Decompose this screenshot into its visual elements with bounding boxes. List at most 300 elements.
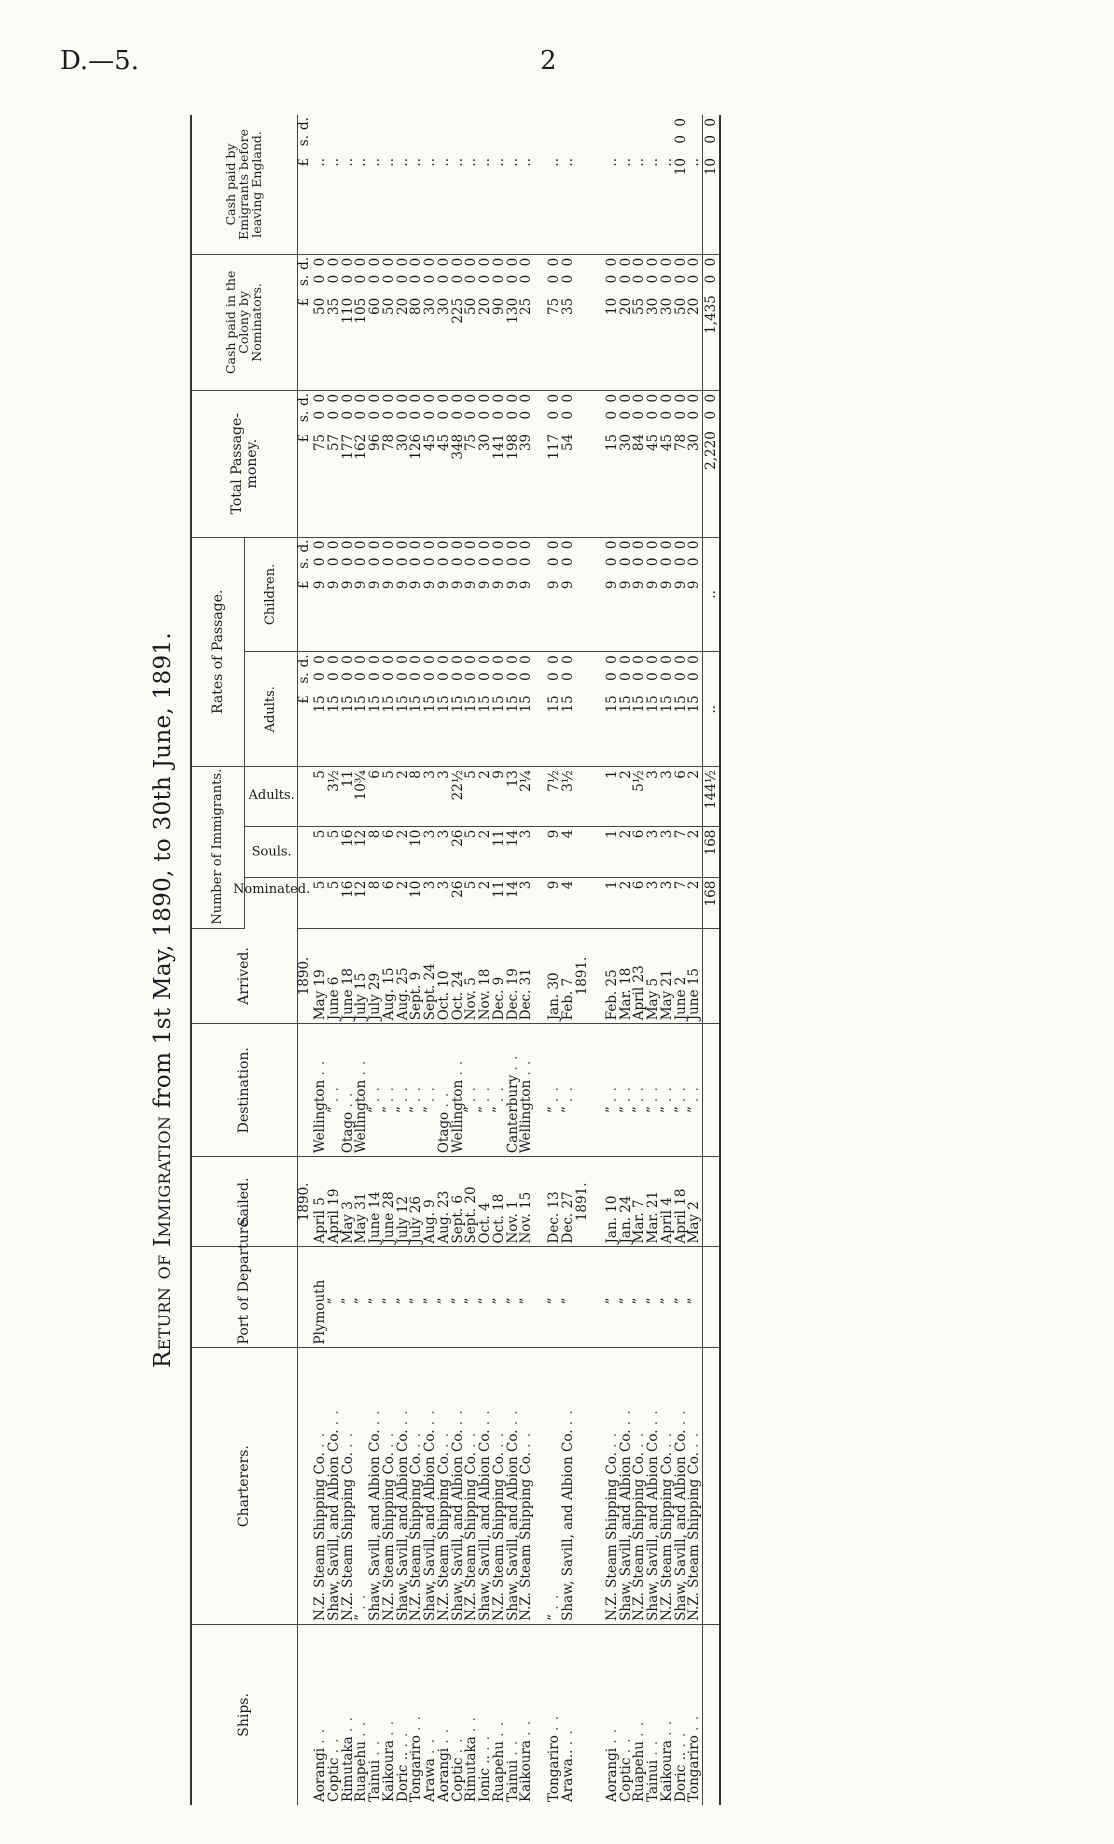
nominated-count: 12 (353, 880, 370, 898)
money-pounds: .. (339, 158, 356, 167)
sailed-date: Sept. 6 (449, 1195, 466, 1244)
souls-count: 5 (325, 829, 342, 839)
money-pence: 0 (546, 257, 563, 267)
money-pence: 0 (672, 393, 689, 403)
nominated-count: 10 (408, 880, 425, 898)
money-shillings: 0 (658, 672, 675, 681)
total-colony (703, 254, 720, 390)
sailed-date: May 3 (339, 1201, 356, 1244)
ship-name: Tainui (367, 1759, 384, 1802)
money-shillings: 0 (408, 557, 425, 567)
nominated-count: 9 (546, 880, 563, 890)
sailed-date: Oct. 18 (490, 1193, 507, 1244)
adults-count: 3½ (325, 770, 342, 792)
ship-name: Aorangi (312, 1747, 328, 1802)
charterer-name: Shaw, Savill, and Albion Co. (672, 1429, 689, 1621)
arrived-date: Nov. 18 (477, 968, 494, 1021)
money-shillings: 0 (645, 274, 662, 284)
england-cell (688, 115, 702, 254)
leader-dots: . . (490, 1720, 507, 1737)
money-pence: 0 (631, 393, 648, 403)
charterer-name: Shaw, Savill, and Albion Co. (477, 1429, 494, 1621)
money-pence: 0 (703, 393, 720, 403)
money-shillings: 0 (339, 672, 356, 681)
adults-count: 13 (504, 770, 521, 788)
money-pence: 0 (658, 257, 675, 267)
col-header-colony: Cash paid in the Colony by Nominators. (191, 254, 298, 390)
charterer-name: N.Z. Steam Shipping Co. (408, 1452, 425, 1621)
spacer-cell (576, 1024, 592, 1157)
ship-name: Tongariro (546, 1735, 563, 1802)
nominated-count: 2 (477, 880, 494, 890)
money-shillings: 0 (518, 672, 535, 681)
money-shillings: 0 (394, 274, 411, 284)
leader-dots: . . (449, 1737, 466, 1754)
col-header-rate-children: Children. (245, 537, 298, 652)
money-pounds: 15 (518, 695, 535, 713)
money-pounds: 198 (504, 433, 521, 460)
money-pence: 0 (312, 257, 328, 267)
adults-count: 11 (339, 770, 356, 788)
total-passage-money (703, 390, 720, 537)
col-header-sailed: Sailed. (191, 1157, 298, 1247)
souls-count: 6 (631, 829, 648, 839)
charterer-name: N.Z. Steam Shipping Co. (435, 1452, 452, 1621)
money-pence: 0 (394, 257, 411, 267)
adults-count: 2 (686, 770, 703, 779)
sailed-cell (520, 1157, 534, 1247)
money-shillings: 0 (380, 672, 397, 681)
ship-name: Doric .. (672, 1751, 689, 1802)
leader-dots: . . (490, 1431, 507, 1448)
souls-count: 6 (380, 829, 397, 839)
arrived-date: Aug. 15 (380, 967, 397, 1021)
destination-name: ” (394, 1106, 411, 1114)
leader-dots: . . (408, 1431, 425, 1448)
unit-shillings: s. (296, 557, 312, 569)
money-pounds: .. (560, 158, 577, 167)
money-pence: 0 (672, 257, 689, 267)
money-shillings: 0 (353, 410, 370, 420)
england-cell (490, 115, 507, 254)
money-pounds: 9 (617, 580, 634, 590)
money-pounds: 20 (394, 297, 411, 315)
rate-children-cell (369, 537, 383, 652)
spacer-cell (703, 1348, 720, 1624)
adults-count: 2¼ (518, 770, 535, 792)
money-pounds: 10 (603, 297, 620, 315)
money-pounds: 45 (658, 433, 675, 452)
arrived-date: May 5 (645, 977, 662, 1021)
money-pounds: 15 (686, 695, 703, 713)
leader-dots: . . (518, 1719, 535, 1736)
souls-count: 3 (645, 829, 662, 839)
nominated-count: 3 (518, 880, 535, 890)
leader-dots: . . (504, 1409, 521, 1426)
leader-dots: . . (477, 1734, 494, 1751)
money-pence: 0 (686, 655, 703, 664)
nominated-count: 8 (367, 880, 384, 890)
col-header-port: Port of Departure. (191, 1247, 298, 1348)
port-name: ” (380, 1297, 397, 1305)
money-pounds: .. (617, 158, 634, 167)
money-pounds: 30 (645, 297, 662, 315)
destination-name: ” (490, 1106, 507, 1114)
money-pence: 0 (504, 393, 521, 403)
destination-name: ” (463, 1106, 480, 1114)
money-pounds: .. (463, 158, 480, 167)
total-adults (703, 767, 720, 827)
money-pounds: 78 (380, 433, 397, 452)
money-pence: 0 (325, 393, 342, 403)
port-name: ” (353, 1297, 370, 1305)
money-pounds: 45 (435, 433, 452, 452)
ship-name: Tainui (645, 1759, 662, 1802)
money-shillings: 0 (353, 672, 370, 681)
charterer-name: N.Z. Steam Shipping Co. (658, 1452, 675, 1621)
leader-dots: . . (477, 1086, 494, 1102)
adults-count: 6 (367, 770, 384, 779)
adults-count: 1 (603, 770, 620, 779)
money-pounds: 50 (380, 297, 397, 315)
money-pence: 0 (367, 655, 384, 664)
total-rate-adults (703, 652, 720, 767)
money-pounds: .. (367, 158, 384, 167)
money-pence: 0 (504, 655, 521, 664)
leader-dots: . . (645, 1086, 662, 1102)
money-pounds: 9 (449, 580, 466, 590)
arrived-date: Nov. 5 (463, 977, 480, 1021)
total-cell (520, 390, 534, 537)
money-shillings: 0 (672, 274, 689, 284)
ship-name: Aorangi (603, 1747, 620, 1802)
money-shillings: 0 (631, 557, 648, 567)
charterer-name: Shaw, Savill, and Albion Co. (617, 1429, 634, 1621)
leader-dots: . . (435, 1431, 452, 1448)
souls-cell (520, 826, 534, 877)
money-pounds: 90 (490, 297, 507, 315)
adults-count: 3½ (560, 770, 577, 792)
money-pounds: 9 (645, 580, 662, 590)
money-pence: 0 (617, 257, 634, 267)
adults-count: 5 (312, 770, 328, 779)
money-pounds: 30 (686, 433, 703, 452)
adults-count: 2 (477, 770, 494, 779)
leader-dots: . . (631, 1086, 648, 1102)
money-pounds: 50 (312, 297, 328, 315)
col-header-destination: Destination. (191, 1024, 298, 1157)
money-shillings: 0 (703, 135, 720, 144)
money-shillings: 0 (394, 672, 411, 681)
money-shillings: 0 (477, 274, 494, 284)
money-pounds: 75 (463, 433, 480, 452)
leader-dots: . . (686, 1431, 703, 1448)
money-shillings: 0 (463, 410, 480, 420)
money-shillings: 0 (408, 672, 425, 681)
destination-name: Wellington (518, 1079, 535, 1154)
money-pence: 0 (560, 655, 577, 664)
sailed-date: April 4 (658, 1197, 675, 1244)
england-cell (435, 115, 452, 254)
leader-dots: . . (631, 1431, 648, 1448)
port-name: ” (422, 1297, 439, 1305)
money-pounds: 130 (504, 297, 521, 324)
money-shillings: 0 (560, 557, 577, 567)
money-shillings: 0 (408, 410, 425, 420)
nominated-count: 2 (394, 880, 411, 890)
spacer-cell (573, 1157, 592, 1247)
spacer-cell (703, 1024, 720, 1157)
money-pence: 0 (422, 393, 439, 403)
port-name: ” (603, 1297, 620, 1305)
destination-name: ” (631, 1106, 648, 1114)
money-pounds: 141 (490, 433, 507, 460)
arrived-date: June 15 (686, 968, 703, 1021)
money-pence: 0 (380, 655, 397, 664)
port-name: ” (435, 1297, 452, 1305)
money-pounds: .. (435, 158, 452, 167)
ship-name: Ionic .. (477, 1755, 494, 1802)
money-pounds: .. (518, 158, 535, 167)
money-pounds: 15 (617, 695, 634, 713)
spacer-cell (534, 115, 548, 254)
money-shillings: 0 (367, 672, 384, 681)
charterer-name: Shaw, Savill, and Albion Co. (422, 1429, 439, 1621)
money-pence: 0 (339, 655, 356, 664)
leader-dots: . . (353, 1593, 370, 1610)
leader-dots: . . (435, 1727, 452, 1744)
rate-adults-cell (562, 652, 576, 767)
nominated-count: 5 (312, 880, 328, 890)
money-pounds: 2,220 (703, 431, 720, 470)
money-pounds: .. (394, 158, 411, 167)
nominated-count: 3 (435, 880, 452, 890)
england-cell (449, 115, 466, 254)
money-pence: 0 (546, 540, 563, 550)
money-pounds: 15 (504, 695, 521, 713)
england-cell (339, 115, 356, 254)
colony-cell (520, 254, 534, 390)
rate-children-cell (394, 537, 411, 652)
money-pounds: .. (546, 158, 563, 167)
money-shillings: 0 (490, 672, 507, 681)
money-pounds: 9 (477, 580, 494, 590)
rate-children-cell (520, 537, 534, 652)
souls-count: 3 (518, 829, 535, 839)
money-pounds: 30 (394, 433, 411, 452)
money-shillings: 0 (435, 410, 452, 420)
money-pence: 0 (353, 393, 370, 403)
money-pence: 0 (560, 393, 577, 403)
money-pence: 0 (339, 393, 356, 403)
adults-cell (562, 767, 576, 827)
adults-count: 5½ (631, 770, 648, 792)
money-pence: 0 (631, 540, 648, 550)
leader-dots: . . (631, 1720, 648, 1737)
money-pounds: 15 (325, 695, 342, 713)
sailed-date: Mar. 21 (645, 1190, 662, 1244)
charterer-name: Shaw, Savill, and Albion Co. (504, 1429, 521, 1621)
money-pence: 0 (518, 655, 535, 664)
leader-dots: . . (367, 1086, 384, 1102)
destination-name: ” (658, 1106, 675, 1114)
spacer-cell (592, 537, 606, 652)
money-pence: 0 (546, 655, 563, 664)
money-pence: 0 (617, 393, 634, 403)
money-shillings: 0 (490, 410, 507, 420)
sailed-date: Nov. 1 (504, 1200, 521, 1244)
unit-shillings: s. (296, 410, 312, 423)
rate-children-cell (617, 537, 634, 652)
adults-count: 2 (617, 770, 634, 779)
port-name: ” (367, 1297, 384, 1305)
ship-name: Kaikoura (518, 1740, 535, 1802)
money-shillings: 0 (645, 672, 662, 681)
spacer-cell (703, 928, 720, 1024)
money-shillings: 0 (645, 557, 662, 567)
money-pounds: 15 (658, 695, 675, 713)
money-pence: 0 (394, 655, 411, 664)
leader-dots: . . (380, 1719, 397, 1736)
charterer-name: ” (353, 1613, 370, 1621)
arrived-date: Aug. 25 (394, 967, 411, 1021)
money-pounds: 9 (463, 580, 480, 590)
england-cell (355, 115, 369, 254)
money-shillings: 0 (603, 672, 620, 681)
money-shillings: 0 (325, 410, 342, 420)
money-pounds: 117 (546, 433, 563, 460)
ship-name: Tainui (504, 1759, 521, 1802)
nominated-count: 26 (449, 880, 466, 898)
money-pounds: .. (477, 158, 494, 167)
money-pounds: .. (408, 158, 425, 167)
port-name: ” (518, 1297, 535, 1305)
rate-adults-cell (520, 652, 534, 767)
souls-count: 2 (477, 829, 494, 839)
money-pounds: .. (504, 158, 521, 167)
spacer-cell (576, 652, 592, 767)
port-cell (688, 1247, 702, 1348)
caption-return: Return of Immigration (150, 1115, 176, 1368)
nominated-cell (688, 877, 702, 928)
money-pence: 0 (603, 393, 620, 403)
money-pounds: .. (325, 158, 342, 167)
sailed-date: Dec. 27 (560, 1191, 577, 1244)
money-pounds: .. (490, 158, 507, 167)
total-cell (688, 390, 702, 537)
port-name: ” (490, 1297, 507, 1305)
money-shillings: 0 (504, 672, 521, 681)
col-header-england: Cash paid by Emigrants before leaving England. (191, 115, 298, 254)
spacer-cell (576, 1348, 592, 1624)
charterer-name: Shaw, Savill, and Albion Co. (449, 1429, 466, 1621)
money-pence: 0 (380, 257, 397, 267)
money-pounds: 50 (672, 297, 689, 315)
leader-dots: . . (645, 1409, 662, 1426)
money-shillings: 0 (658, 557, 675, 567)
souls-count: 2 (686, 829, 703, 839)
ship-name: Ruapehu (490, 1741, 507, 1802)
unit-pence: d. (296, 539, 312, 553)
money-pounds: 75 (312, 433, 328, 452)
money-pounds: 15 (408, 695, 425, 713)
money-pounds: 15 (367, 695, 384, 713)
leader-dots: . . (339, 1716, 356, 1733)
leader-dots: . . (463, 1431, 480, 1448)
spacer-cell (703, 1247, 720, 1348)
money-shillings: 0 (367, 410, 384, 420)
money-pence: 0 (603, 257, 620, 267)
leader-dots: . . (603, 1727, 620, 1744)
charterer-name: ” (546, 1613, 563, 1621)
arrived-cell (520, 928, 534, 1024)
money-pounds: 35 (325, 297, 342, 315)
money-pounds: 30 (617, 433, 634, 452)
adults-count: 3 (658, 770, 675, 779)
sailed-date: April 5 (312, 1197, 328, 1244)
souls-count: 11 (490, 829, 507, 847)
money-pence: 0 (603, 655, 620, 664)
nominated-count: 11 (490, 880, 507, 898)
money-pence: 0 (504, 540, 521, 550)
charterer-name: Shaw, Savill, and Albion Co. (367, 1429, 384, 1621)
arrived-date: Dec. 19 (504, 968, 521, 1021)
rate-children-cell (410, 537, 424, 652)
money-pounds: 20 (617, 297, 634, 315)
nominated-count: 6 (631, 880, 648, 890)
money-shillings: 0 (686, 672, 703, 681)
ship-cell (562, 1624, 576, 1805)
money-pounds: 25 (518, 297, 535, 315)
england-cell (380, 115, 397, 254)
sailed-date: Mar. 7 (631, 1199, 648, 1244)
unit-pounds: £ (296, 695, 312, 704)
leader-dots: . . (408, 1086, 425, 1102)
adults-count: 5 (380, 770, 397, 779)
money-shillings: 0 (490, 274, 507, 284)
money-shillings: 0 (435, 672, 452, 681)
charterer-name: N.Z. Steam Shipping Co. (603, 1452, 620, 1621)
rate-children-cell (465, 537, 479, 652)
sailed-date: June 14 (367, 1191, 384, 1244)
table-body (298, 115, 720, 1805)
money-shillings: 0 (463, 274, 480, 284)
col-header-adults (245, 767, 298, 827)
destination-name: ” (325, 1106, 342, 1114)
total-adults-value: 144½ (703, 770, 720, 809)
money-shillings: 0 (312, 557, 328, 567)
money-pounds: 15 (490, 695, 507, 713)
england-cell (479, 115, 493, 254)
money-pounds: 9 (672, 580, 689, 590)
colony-cell (562, 254, 576, 390)
money-pounds: 35 (560, 297, 577, 315)
money-pounds: 177 (339, 433, 356, 460)
leader-dots: . . (325, 1409, 342, 1426)
money-pounds: 9 (546, 580, 563, 590)
spacer-cell (534, 537, 548, 652)
rate-children-cell (647, 537, 661, 652)
money-pence: 0 (631, 257, 648, 267)
port-name: ” (325, 1297, 342, 1305)
money-pounds: 10 (703, 158, 720, 176)
money-pence: 0 (617, 655, 634, 664)
spacer-cell (592, 115, 606, 254)
sailed-date: Aug. 23 (435, 1190, 452, 1244)
nominated-count: 2 (686, 880, 703, 890)
charterer-name: N.Z. Steam Shipping Co. (339, 1452, 356, 1621)
money-shillings: 0 (560, 672, 577, 681)
